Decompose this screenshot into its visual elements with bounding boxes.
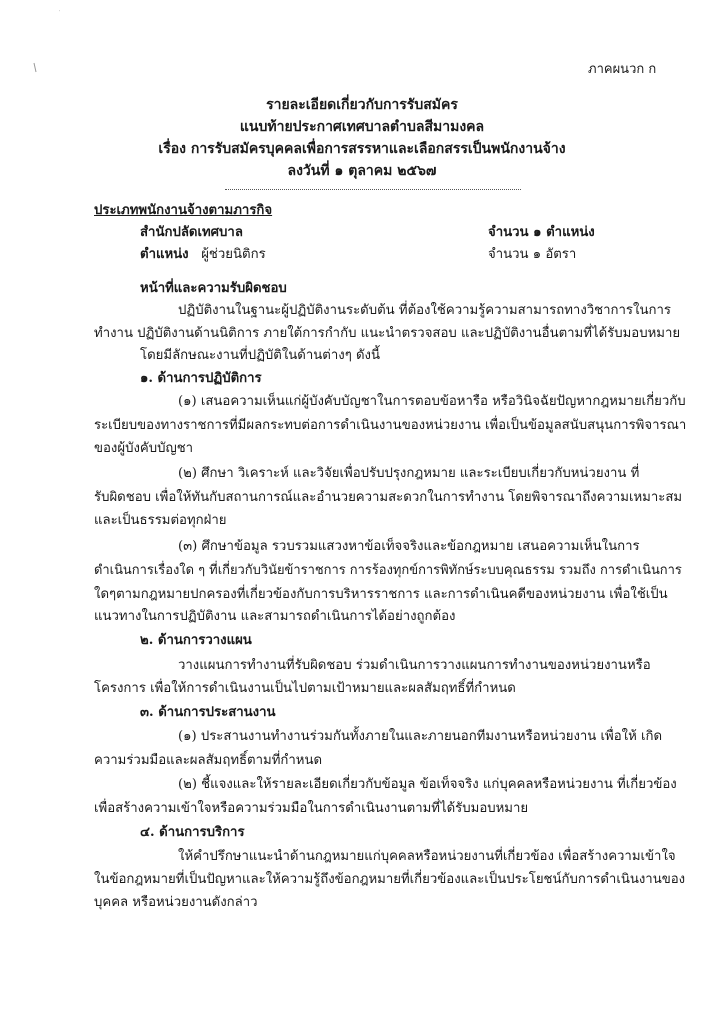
scan-marks	[30, 8, 60, 78]
section-2-p1-line: วางแผนการทำงานที่รับผิดชอบ ร่วมดำเนินการวางแผนการทำงานของหน่วยงานหรือ	[178, 658, 651, 673]
appendix-label: ภาคผนวก ก	[588, 62, 657, 77]
section-1-heading: ๑. ด้านการปฏิบัติการ	[140, 371, 262, 386]
section-4-p1-line: ให้คำปรึกษาแนะนำด้านกฎหมายแก่บุคคลหรือหน่วยงานที่เกี่ยวข้อง เพื่อสร้างความเข้าใจ	[178, 849, 676, 864]
office-name: สำนักปลัดเทศบาล	[140, 225, 243, 240]
title-line-2: แนบท้ายประกาศเทศบาลตำบลสีมามงคล	[239, 119, 485, 135]
title-line-3: เรื่อง การรับสมัครบุคคลเพื่อการสรรหาและเลือกสรรเป็นพนักงานจ้าง	[158, 141, 566, 157]
section-1-p1-line: (๑) เสนอความเห็นแก่ผู้บังคับบัญชาในการตอบข้อหารือ หรือวินิจฉัยปัญหากฎหมายเกี่ยวกับ	[178, 394, 686, 409]
section-1-p2-line: (๒) ศึกษา วิเคราะห์ และวิจัยเพื่อปรับปรุงกฎหมาย และระเบียบเกี่ยวกับหน่วยงาน ที่	[178, 466, 640, 481]
section-2-p1-line: โครงการ เพื่อให้การดำเนินงานเป็นไปตามเป้าหมายและผลสัมฤทธิ์ที่กำหนด	[94, 681, 516, 696]
dotted-divider	[225, 189, 521, 190]
section-3-p1-line: ความร่วมมือและผลสัมฤทธิ์ตามที่กำหนด	[94, 753, 323, 768]
duties-intro-line: ปฏิบัติงานในฐานะผู้ปฏิบัติงานระดับต้น ที่ต้องใช้ความรู้ความสามารถทางวิชาการในการ	[178, 303, 671, 318]
section-3-p1-line: (๑) ประสานงานทำงานร่วมกันทั้งภายในและภายนอกทีมงานหรือหน่วยงาน เพื่อให้ เกิด	[178, 729, 663, 744]
section-3-p2-line: เพื่อสร้างความเข้าใจหรือความร่วมมือในการดำเนินงานตามที่ได้รับมอบหมาย	[94, 801, 529, 816]
section-4-heading: ๔. ด้านการบริการ	[140, 825, 245, 840]
section-3-p2-line: (๒) ชี้แจงและให้รายละเอียดเกี่ยวกับข้อมูล ข้อเท็จจริง แก่บุคคลหรือหน่วยงาน ที่เกี่ยวข้อง	[178, 777, 677, 792]
section-1-p3-line: (๓) ศึกษาข้อมูล รวบรวมแสวงหาข้อเท็จจริงและข้อกฎหมาย เสนอความเห็นในการ	[178, 539, 640, 554]
section-4-p1-line: ในข้อกฎหมายที่เป็นปัญหาและให้ความรู้ถึงข้อกฎหมายที่เกี่ยวข้องและเป็นประโยชน์กับการดำเนินงานของ	[94, 872, 686, 887]
office-count: จำนวน ๑ ตำแหน่ง	[488, 225, 595, 240]
section-1-p3-line: ใดๆตามกฎหมายปกครองที่เกี่ยวข้องกับการบริหารราชการ และการดำเนินคดีของหน่วยงาน เพื่อใช้เป็น	[94, 587, 668, 602]
duties-intro-line: โดยมีลักษณะงานที่ปฏิบัติในด้านต่างๆ ดังนี้	[140, 348, 380, 363]
section-2-heading: ๒. ด้านการวางแผน	[140, 633, 252, 648]
section-4-p1-line: บุคคล หรือหน่วยงานดังกล่าว	[94, 895, 258, 910]
position-line	[140, 246, 266, 264]
section-1-p1-line: ของผู้บังคับบัญชา	[94, 441, 194, 456]
section-1-p3-line: แนวทางในการปฏิบัติงาน และสามารถดำเนินการได้อย่างถูกต้อง	[94, 609, 456, 624]
duties-heading: หน้าที่และความรับผิดชอบ	[140, 281, 287, 296]
section-3-heading: ๓. ด้านการประสานงาน	[140, 705, 276, 720]
section-1-p2-line: และเป็นธรรมต่อทุกฝ่าย	[94, 513, 227, 528]
position-count: จำนวน ๑ อัตรา	[488, 247, 577, 262]
title-line-1: รายละเอียดเกี่ยวกับการรับสมัคร	[266, 97, 458, 113]
section-1-p2-line: รับผิดชอบ เพื่อให้ทันกับสถานการณ์และอำนวยความสะดวกในการทำงาน โดยพิจารณาถึงความเหมาะสม	[94, 490, 683, 505]
section-1-p3-line: ดำเนินการเรื่องใด ๆ ที่เกี่ยวกับวินัยข้าราชการ การร้องทุกข์การพิทักษ์ระบบคุณธรรม รวมถึง การดำเนินการ	[94, 563, 682, 578]
position-name: ผู้ช่วยนิติกร	[201, 247, 266, 262]
position-label: ตำแหน่ง	[140, 247, 189, 262]
title-line-4: ลงวันที่ ๑ ตุลาคม ๒๕๖๗	[287, 163, 437, 179]
section-1-p1-line: ระเบียบของทางราชการที่มีผลกระทบต่อการดำเนินงานของหน่วยงาน เพื่อเป็นข้อมูลสนับสนุนการพิจารณา	[94, 418, 687, 433]
category-heading: ประเภทพนักงานจ้างตามภารกิจ	[94, 203, 273, 218]
duties-intro-line: ทำงาน ปฏิบัติงานด้านนิติการ ภายใต้การกำกับ แนะนำตรวจสอบ และปฏิบัติงานอื่นตามที่ได้รับมอบหมาย	[94, 326, 681, 341]
